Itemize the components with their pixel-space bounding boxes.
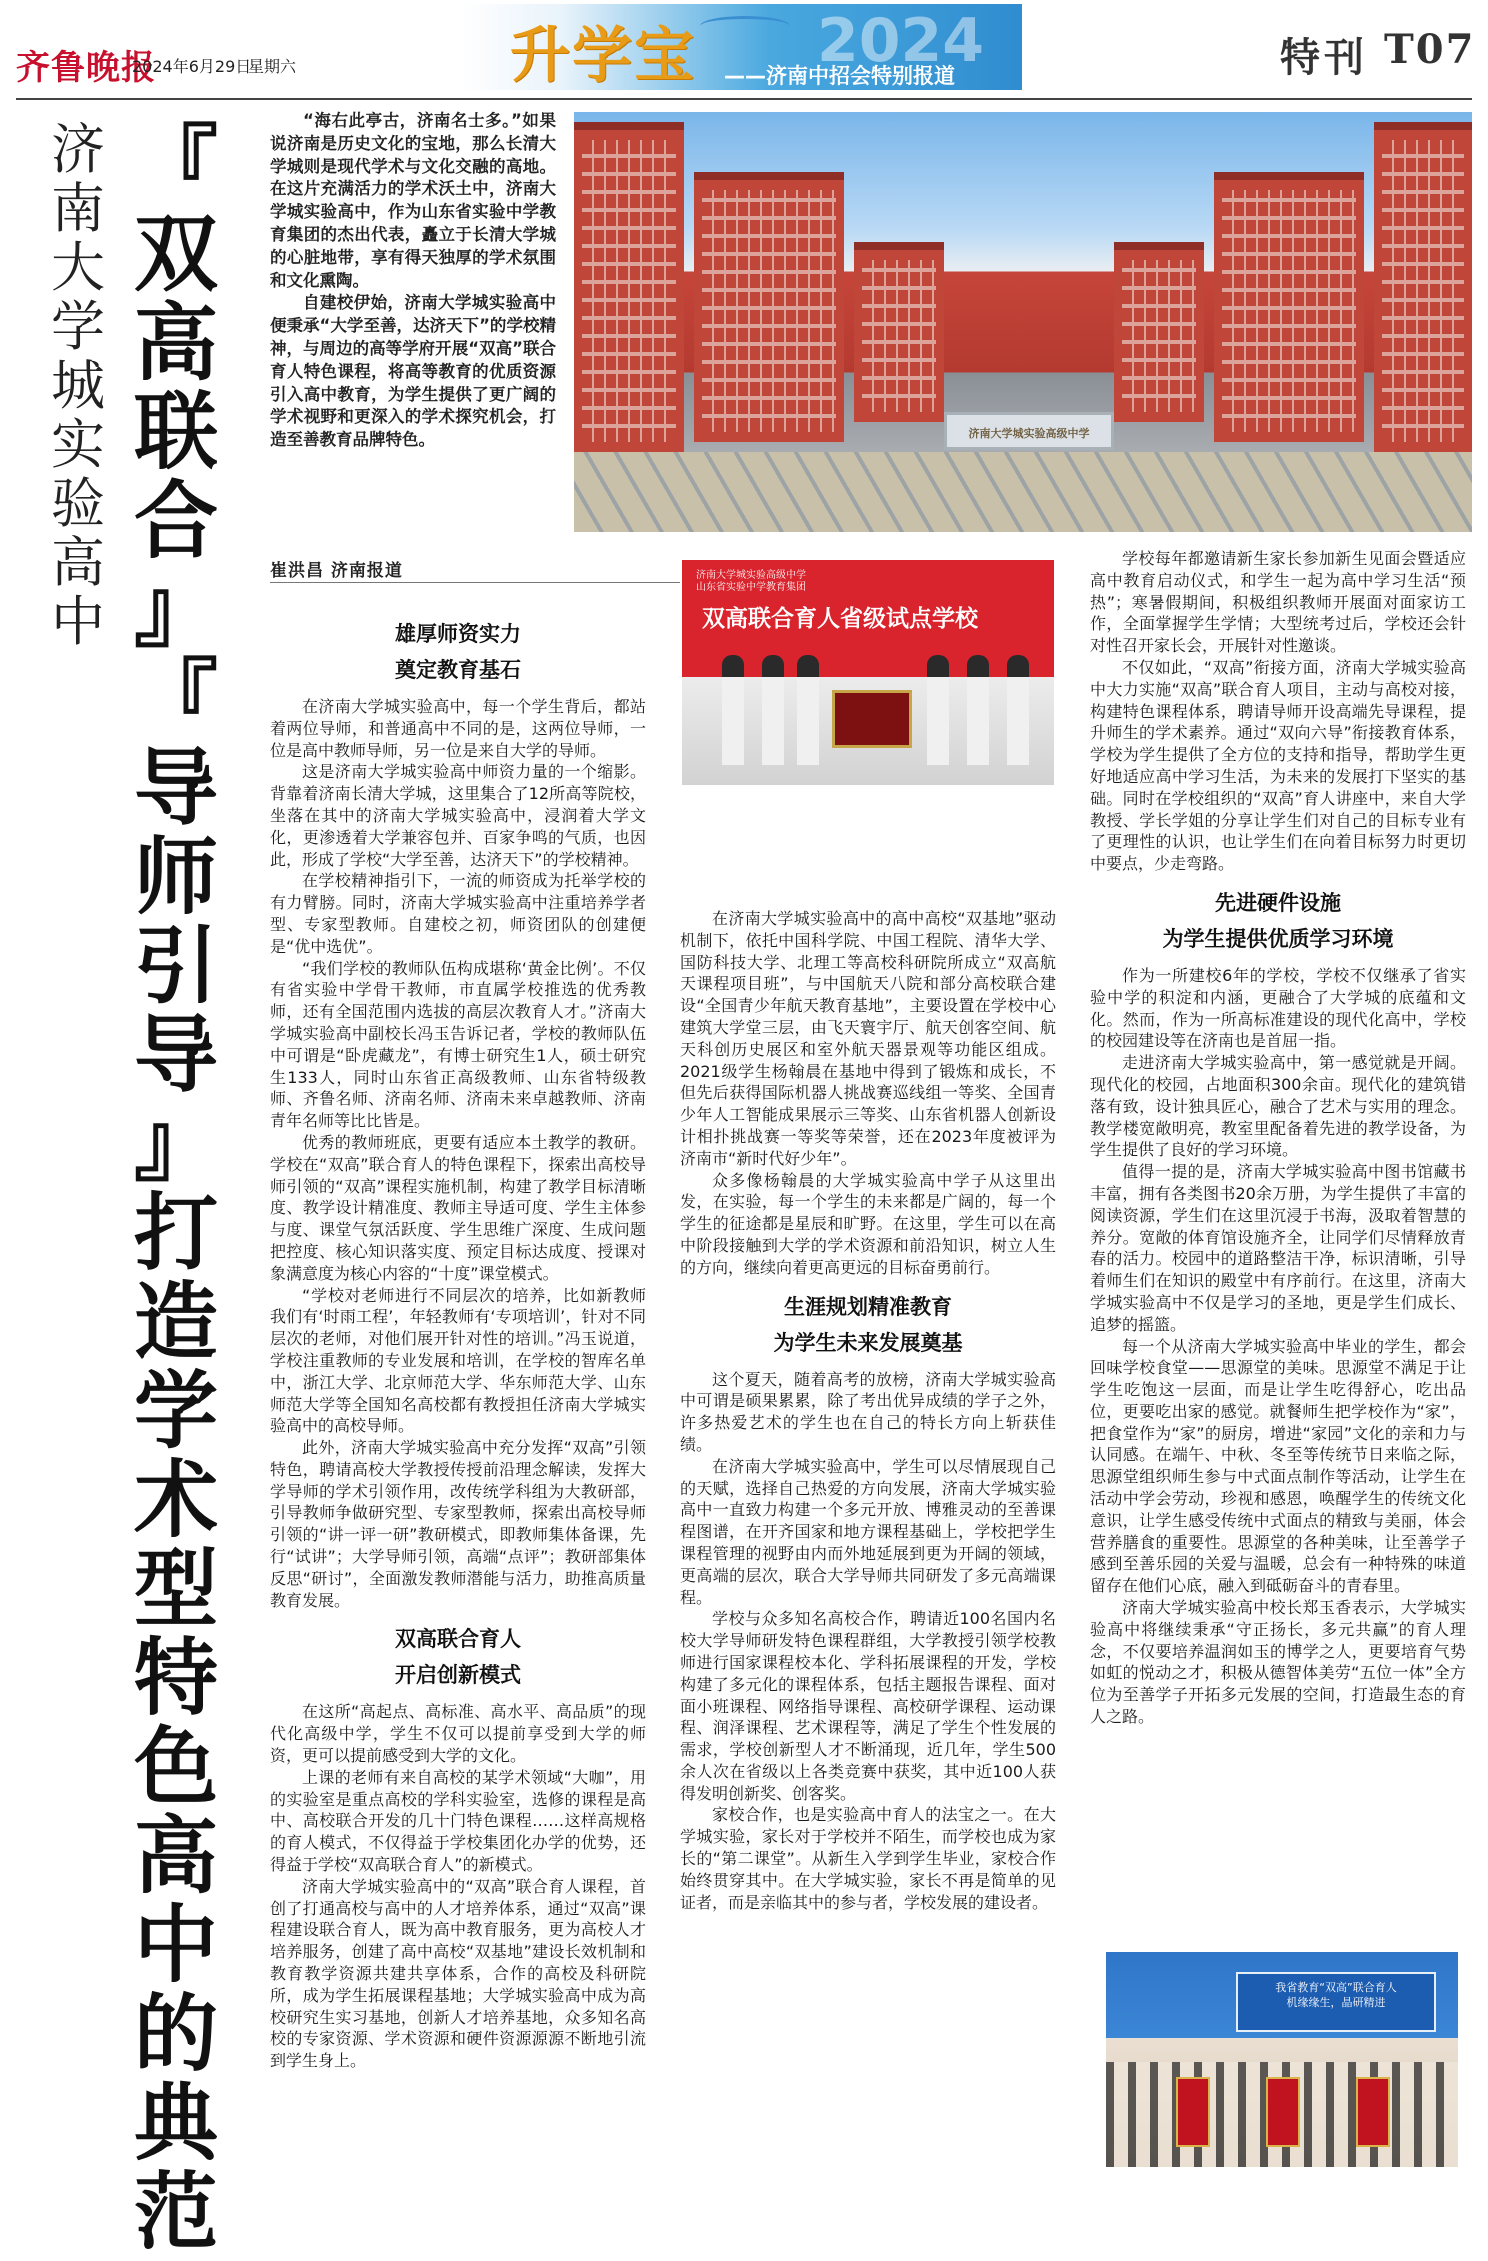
- headline-char: 双: [133, 204, 218, 303]
- headline-char: 色: [133, 1717, 218, 1816]
- article-paragraph: 作为一所建校6年的学校，学校不仅继承了省实验中学的积淀和内涵，更融合了大学城的底蕴和文化。然而，作为一所高标准建设的现代化高中，学校的校园建设等在济南也是首屈一指。: [1090, 965, 1466, 1051]
- section-heading-line: 为学生提供优质学习环境: [1162, 925, 1394, 951]
- section-heading-line: 先进硬件设施: [1215, 889, 1341, 915]
- vertical-headline: [128, 115, 224, 2261]
- article-paragraph: 在学校精神指引下，一流的师资成为托举学校的有力臂膀。同时，济南大学城实验高中注重培养学者型、专家型教师。自建校之初，师资团队的创建便是“优中选优”。: [270, 871, 646, 956]
- gate-text: 济南大学城实验高级中学: [968, 427, 1090, 440]
- article-paragraph: 济南大学城实验高中校长郑玉香表示，大学城实验高中将继续秉承“守正扬长，多元共赢”的育人理念，不仅要培养温润如玉的博学之人，更要培育气势如虹的悦动之才，积极从德智体美劳“五位一体”全方位为至善学子开拓多元发展的空间，打造最生态的育人之路。: [1090, 1598, 1466, 1727]
- subtitle-char: 实: [51, 413, 105, 476]
- page-number: T07: [1384, 26, 1476, 73]
- headline-char: 联: [133, 382, 218, 481]
- headline-char: 导: [133, 738, 218, 837]
- headline-char: 特: [133, 1628, 218, 1727]
- article-column-1: [270, 606, 646, 2180]
- section-heading-line: 为学生未来发展奠基: [773, 1329, 963, 1355]
- section-heading: [270, 616, 646, 688]
- issue-weekday: 星期六: [248, 57, 297, 76]
- article-column-3: [1090, 548, 1466, 1928]
- campus-building: [854, 242, 944, 422]
- person-figure: [722, 655, 744, 765]
- headline-char: 造: [133, 1272, 218, 1371]
- meeting-screen: [1236, 1972, 1436, 2032]
- headline-char: 师: [133, 827, 218, 926]
- subtitle-char: 学: [51, 295, 105, 358]
- article-paragraph: 这个夏天，随着高考的放榜，济南大学城实验高中可谓是硕果累累，除了考出优异成绩的学子之外，许多热爱艺术的学生也在自己的特长方向上斩获佳绩。: [680, 1369, 1056, 1454]
- headline-char: 高: [133, 1806, 218, 1905]
- headline-char: 『: [133, 115, 218, 214]
- byline: 崔洪昌 济南报道: [270, 561, 403, 581]
- headline-char: 』: [133, 560, 218, 659]
- header-divider: [16, 98, 1472, 100]
- headline-char: 合: [133, 471, 218, 570]
- headline-char: 型: [133, 1539, 218, 1638]
- person-figure: [1007, 655, 1029, 765]
- campus-building: [1374, 122, 1472, 452]
- section-heading-line: 生涯规划精准教育: [784, 1293, 952, 1319]
- campus-photo: [574, 112, 1472, 532]
- issue-date: 2024年6月29日: [132, 57, 252, 76]
- person-figure: [762, 655, 784, 765]
- subtitle-char: 济: [51, 118, 105, 181]
- headline-char: 高: [133, 293, 218, 392]
- headline-char: 引: [133, 916, 218, 1015]
- headline-char: 学: [133, 1361, 218, 1460]
- intro-paragraph: “海右此亭古，济南名士多。”如果说济南是历史文化的宝地，那么长清大学城则是现代学术与文化交融的高地。在这片充满活力的学术沃土中，济南大学城实验高中，作为山东省实验中学教育集团的杰出代表，矗立于长清大学城的心脏地带，享有得天独厚的学术氛围和文化熏陶。: [270, 111, 556, 290]
- section-heading: [270, 1621, 646, 1693]
- article-paragraph: 优秀的教师班底，更要有适应本土教学的教研。学校在“双高”联合育人的特色课程下，探索出高校导师引领的“双高”课程实施机制，构建了教学目标清晰度、教学设计精准度、教师主导适可度、学生主体参与度、课堂气氛活跃度、学生思维广深度、生成问题把控度、核心知识落实度、预定目标达成度、授课对象满意度为核心内容的“十度”课堂模式。: [270, 1132, 646, 1283]
- campus-building: [694, 172, 844, 442]
- award-plaque: [832, 690, 912, 748]
- article-paragraph: 走进济南大学城实验高中，第一感觉就是开阔。现代化的校园，占地面积300余亩。现代化的建筑错落有致，设计独具匠心，融合了艺术与实用的理念。教学楼宽敞明亮，教室里配备着先进的教学设备，为学生提供了良好的学习环境。: [1090, 1053, 1466, 1160]
- award-banner: [1266, 2077, 1300, 2147]
- subtitle-char: 城: [51, 354, 105, 417]
- subtitle-char: 高: [51, 531, 105, 594]
- ceremony-banner-text: 双高联合育人省级试点学校: [702, 606, 978, 632]
- article-paragraph: 此外，济南大学城实验高中充分发挥“双高”引领特色，聘请高校大学教授传授前沿理念解读，发挥大学导师的学术引领作用，改传统学科组为大教研部，引导教师争做研究型、专家型教师，探索出高校导师引领的“讲一评一研”教研模式，即教师集体备课，先行“试讲”；大学导师引领，高端“点评”；教研部集体反思“研讨”，全面激发教师潜能与活力，助推高质量教育发展。: [270, 1438, 646, 1610]
- article-paragraph: 在这所“高起点、高标准、高水平、高品质”的现代化高级中学，学生不仅可以提前享受到大学的师资，更可以提前感受到大学的文化。: [270, 1702, 646, 1766]
- article-paragraph: 众多像杨翰晨的大学城实验高中学子从这里出发，在实验，每一个学生的未来都是广阔的，每一个学生的征途都是星辰和旷野。在这里，学生可以在高中阶段接触到大学的学术资源和前沿知识，树立人生的方向，继续向着更高更远的目标奋勇前行。: [680, 1170, 1056, 1277]
- ceremony-photo: [682, 560, 1054, 785]
- campus-building: [1114, 242, 1204, 422]
- section-banner: [462, 4, 1022, 90]
- headline-char: 『: [133, 649, 218, 748]
- article-paragraph: 家校合作，也是实验高中育人的法宝之一。在大学城实验，家长对于学校并不陌生，而学校也成为家长的“第二课堂”。从新生入学到学生毕业，家校合作始终贯穿其中。在大学城实验，家长不再是简单的见证者，而是亲临其中的参与者，学校发展的建设者。: [680, 1805, 1056, 1912]
- section-heading-line: 奠定教育基石: [395, 657, 521, 682]
- subtitle-char: 验: [51, 472, 105, 535]
- article-paragraph: “我们学校的教师队伍构成堪称‘黄金比例’。不仅有省实验中学骨干教师，市直属学校推选的优秀教师，还有全国范围内选拔的高层次教育人才。”济南大学城实验高中副校长冯玉告诉记者，学校的教师队伍中可谓是“卧虎藏龙”，有博士研究生1人，硕士研究生133人，同时山东省正高级教师、山东省特级教师、齐鲁名师、济南名师、济南未来卓越教师、济南青年名师等比比皆是。: [270, 958, 646, 1131]
- meeting-photo: [1106, 1952, 1458, 2167]
- banner-title: 升学宝: [510, 21, 696, 91]
- headline-char: 典: [133, 2073, 218, 2172]
- headline-char: 』: [133, 1094, 218, 1193]
- award-banner: [1356, 2077, 1390, 2147]
- section-heading: [680, 1289, 1056, 1361]
- person-figure: [797, 655, 819, 765]
- campus-plaza: [574, 452, 1472, 532]
- article-paragraph: 值得一提的是，济南大学城实验高中图书馆藏书丰富，拥有各类图书20余万册，为学生提供了丰富的阅读资源，学生们在这里沉浸于书海，汲取着智慧的养分。宽敞的体育馆设施齐全，让同学们尽情释放青春的活力。校园中的道路整洁干净，标识清晰，引导着师生们在知识的殿堂中有序前行。在这里，济南大学城实验高中不仅是学习的圣地，更是学生们成长、追梦的摇篮。: [1090, 1162, 1466, 1334]
- headline-char: 的: [133, 1984, 218, 2083]
- article-paragraph: 在济南大学城实验高中的高中高校“双基地”驱动机制下，依托中国科学院、中国工程院、清华大学、国防科技大学、北理工等高校科研院所成立“双高航天课程项目班”，与中国航天八院和部分高校联合建设“全国青少年航天教育基地”，主要设置在学校中心建筑大学堂三层，由飞天寰宇厅、航天创客空间、航天科创历史展区和室外航天器景观等功能区组成。2021级学生杨翰晨在基地中得到了锻炼和成长，不但先后获得国际机器人挑战赛巡线组一等奖、全国青少年人工智能成果展示三等奖、山东省机器人创新设计相扑挑战赛一等奖等荣誉，还在2023年度被评为济南市“新时代好少年”。: [680, 909, 1056, 1168]
- masthead: [0, 0, 1488, 110]
- school-logo-text: 济南大学城实验高级中学 山东省实验中学教育集团: [696, 570, 806, 593]
- article-paragraph: 上课的老师有来自高校的某学术领域“大咖”，用的实验室是重点高校的学科实验室，选修的课程是高中、高校联合开发的几十门特色课程……这样高规格的育人模式，不仅得益于学校集团化办学的优势，还得益于学校“双高联合育人”的新模式。: [270, 1767, 646, 1875]
- article-paragraph: 学校与众多知名高校合作，聘请近100名国内名校大学导师研发特色课程群组，大学教授引领学校教师进行国家课程校本化、学科拓展课程的开发，学校构建了多元化的课程体系，包括主题报告课程、面对面小班课程、网络指导课程、高校研学课程、运动课程、润泽课程、艺术课程等，满足了学生个性发展的需求，学校创新型人才不断涌现，近几年，学生500余人次在省级以上各类竞赛中获奖，其中近100人获得发明创新奖、创客奖。: [680, 1609, 1056, 1803]
- headline-char: 范: [133, 2162, 218, 2261]
- vertical-subtitle: [46, 120, 110, 651]
- headline-char: 中: [133, 1895, 218, 1994]
- campus-building: [1214, 172, 1364, 442]
- meeting-screen-text: 我省教育“双高”联合育人 机缘缘生，晶研精进: [1275, 1981, 1397, 2009]
- person-figure: [967, 655, 989, 765]
- headline-char: 术: [133, 1450, 218, 1549]
- section-heading-line: 开启创新模式: [395, 1662, 521, 1688]
- article-paragraph: “学校对老师进行不同层次的培养，比如新教师我们有‘时雨工程’，年轻教师有‘专项培训’，针对不同层次的老师，对他们展开针对性的培训。”冯玉说道，学校注重教师的专业发展和培训，在学校的智库名单中，浙江大学、北京师范大学、华东师范大学、山东师范大学等全国知名高校都有教授担任济南大学城实验高中的高校导师。: [270, 1285, 646, 1436]
- section-label: 特刊: [1280, 34, 1368, 81]
- book-icon: [700, 16, 790, 36]
- campus-building: [574, 122, 684, 452]
- article-paragraph: 济南大学城实验高中的“双高”联合育人课程，首创了打通高校与高中的人才培养体系，通过“双高”课程建设联合育人，既为高中教育服务，更为高校人才培养服务，创建了高中高校“双基地”建设长效机制和教育教学资源共建共享体系，合作的高校及科研院所，成为学生拓展课程基地；大学城实验高中成为高校研究生实习基地，创新人才培养基地，众多知名高校的专家资源、学术资源和硬件资源源源不断地引流到学生身上。: [270, 1876, 646, 2071]
- section-heading: [1090, 885, 1466, 957]
- article-paragraph: 不仅如此，“双高”衔接方面，济南大学城实验高中大力实施“双高”联合育人项目，主动与高校对接，构建特色课程体系，聘请导师开设高端先导课程，提升师生的学术素养。通过“双向六导”衔接教育体系，学校为学生提供了全方位的支持和指导，帮助学生更好地适应高中学习生活，为未来的发展打下坚实的基础。同时在学校组织的“双高”育人讲座中，来自大学教授、学长学姐的分享让学生们对自己的目标专业有了更理性的认识，也让学生们在向着目标努力时更切中要点，少走弯路。: [1090, 657, 1466, 874]
- award-banner: [1176, 2077, 1210, 2147]
- subtitle-char: 大: [51, 236, 105, 299]
- banner-subtitle: ——济南中招会特别报道: [724, 64, 955, 88]
- person-figure: [927, 655, 949, 765]
- banner-year: 2024: [817, 6, 984, 76]
- headline-char: 打: [133, 1183, 218, 1282]
- article-paragraph: 在济南大学城实验高中，学生可以尽情展现自己的天赋，选择自己热爱的方向发展，济南大学城实验高中一直致力构建一个多元开放、博雅灵动的至善课程图谱，在开齐国家和地方课程基础上，学校把学生课程管理的视野由内而外地延展到更为开阔的领域，更高端的层次，联合大学导师共同研发了多元高端课程。: [680, 1456, 1056, 1607]
- article-intro: [270, 110, 556, 452]
- article-paragraph: 每一个从济南大学城实验高中毕业的学生，都会回味学校食堂——思源堂的美味。思源堂不满足于让学生吃饱这一层面，而是让学生吃得舒心，吃出品位，更要吃出家的感觉。就餐师生把学校作为“家”，把食堂作为“家”的厨房，增进“家园”文化的亲和力与认同感。在端午、中秋、冬至等传统节日来临之际，思源堂组织师生参与中式面点制作等活动，让学生在活动中学会劳动，珍视和感恩，唤醒学生的传统文化意识，让学生感受传统中式面点的精致与美丽，体会营养膳食的重要性。思源堂的各种美味，让至善学子感到至善乐园的关爱与温暖，总会有一种特殊的味道留存在他们心底，融入到砥砺奋斗的青春里。: [1090, 1336, 1466, 1596]
- article-paragraph: 学校每年都邀请新生家长参加新生见面会暨适应高中教育启动仪式，和学生一起为高中学习生活“预热”；寒暑假期间，积极组织教师开展面对面家访工作，全面掌握学生学情；大型统考过后，学校还会针对性召开家长会，开展针对性邀谈。: [1090, 549, 1466, 656]
- campus-gate-sign: [944, 412, 1114, 450]
- byline-divider: [270, 582, 680, 583]
- section-heading-line: 雄厚师资实力: [395, 621, 521, 646]
- section-heading-line: 双高联合育人: [395, 1626, 521, 1652]
- intro-paragraph: 自建校伊始，济南大学城实验高中便秉承“大学至善，达济天下”的学校精神，与周边的高等学府开展“双高”联合育人特色课程，将高等教育的优质资源引入高中教育，为学生提供了更广阔的学术视野和更深入的学术探究机会，打造至善教育品牌特色。: [270, 293, 556, 450]
- article-paragraph: 这是济南大学城实验高中师资力量的一个缩影。背靠着济南长清大学城，这里集合了12所高等院校，坐落在其中的济南大学城实验高中，浸润着大学文化，更渗透着大学兼容包并、百家争鸣的气质，也因此，形成了学校“大学至善，达济天下”的学校精神。: [270, 762, 646, 869]
- subtitle-char: 中: [51, 590, 105, 653]
- article-column-2: [680, 908, 1056, 2180]
- article-paragraph: 在济南大学城实验高中，每一个学生背后，都站着两位导师，和普通高中不同的是，这两位导师，一位是高中教师导师，另一位是来自大学的导师。: [270, 697, 646, 760]
- newspaper-brand: 齐鲁晚报: [16, 48, 156, 88]
- headline-char: 导: [133, 1005, 218, 1104]
- subtitle-char: 南: [51, 177, 105, 240]
